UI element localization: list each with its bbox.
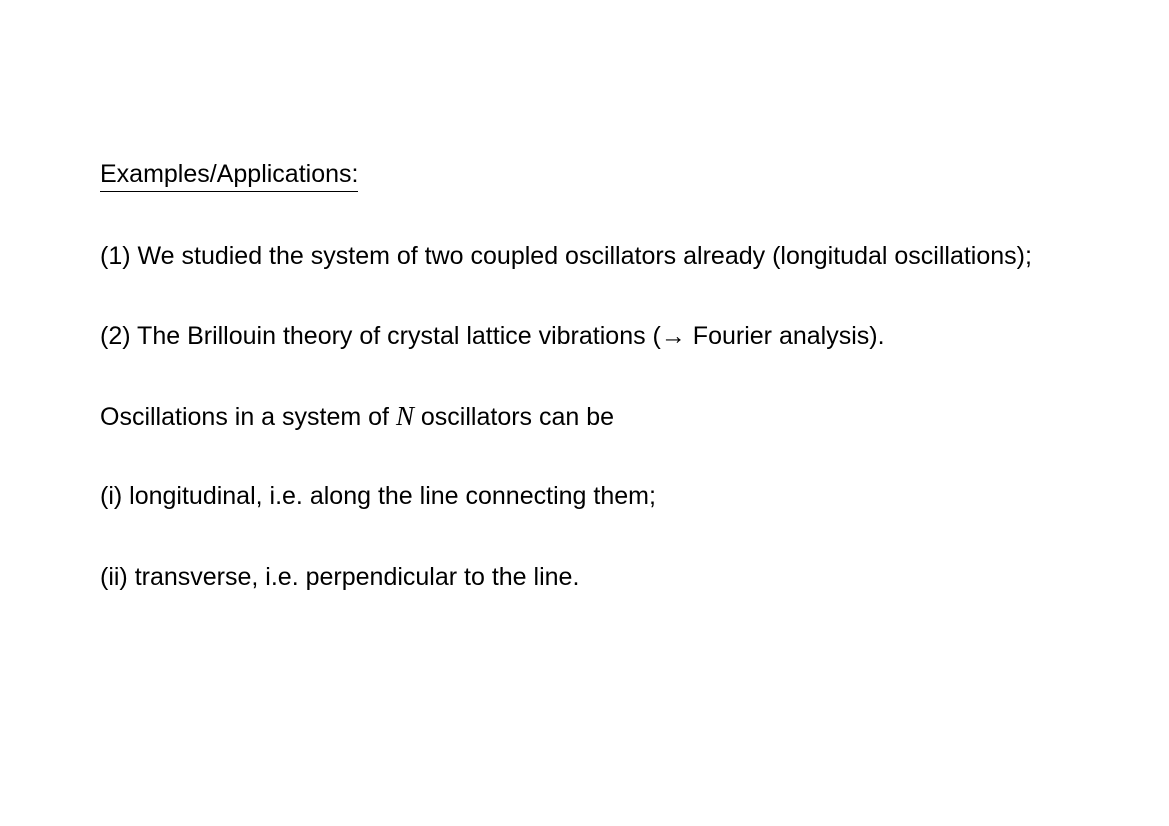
example-item-1: (1) We studied the system of two coupled oscillators already (longitudal oscillations); [100, 242, 1032, 270]
case-transverse: (ii) transverse, i.e. perpendicular to the line. [100, 563, 580, 591]
slide-heading [100, 159, 358, 192]
case-longitudinal: (i) longitudinal, i.e. along the line connecting them; [100, 482, 656, 510]
heading-text: Examples/Applications: [100, 159, 358, 192]
oscillations-intro [100, 401, 614, 432]
intro-text-before: Oscillations in a system of [100, 403, 396, 431]
example-item-2: (2) The Brillouin theory of crystal lattice vibrations (→ Fourier analysis). [100, 322, 885, 350]
variable-n: N [395, 401, 414, 431]
intro-text-after: oscillators can be [413, 403, 615, 431]
